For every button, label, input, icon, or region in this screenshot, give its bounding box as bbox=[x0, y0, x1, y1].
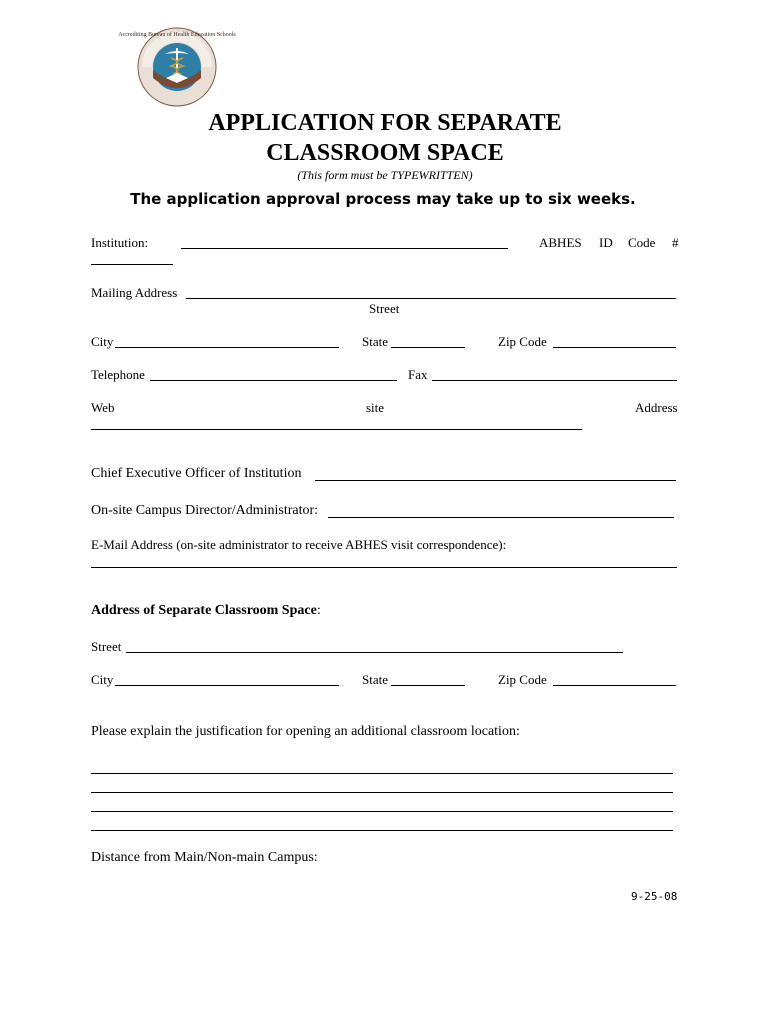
mailing-address-label: Mailing Address bbox=[91, 285, 178, 300]
justification-line[interactable] bbox=[91, 811, 673, 812]
state-field[interactable] bbox=[391, 347, 465, 348]
email-label: E-Mail Address (on-site administrator to receive ABHES visit correspondence): bbox=[91, 537, 507, 552]
city-field[interactable] bbox=[115, 347, 339, 348]
id-word: ID bbox=[599, 235, 613, 250]
fax-label: Fax bbox=[408, 367, 428, 382]
space-zip-field[interactable] bbox=[553, 685, 676, 686]
telephone-label: Telephone bbox=[91, 367, 145, 382]
footer-date: 9-25-08 bbox=[631, 890, 678, 903]
title-line2: CLASSROOM SPACE bbox=[266, 140, 504, 166]
code-word: Code bbox=[628, 235, 656, 250]
street-sublabel: Street bbox=[369, 301, 400, 316]
zip-field[interactable] bbox=[553, 347, 676, 348]
approval-notice: The application approval process may take up to six weeks. bbox=[130, 190, 636, 208]
justification-line[interactable] bbox=[91, 773, 673, 774]
separate-space-heading-wrap bbox=[91, 603, 321, 619]
space-street-field[interactable] bbox=[126, 652, 623, 653]
director-label: On-site Campus Director/Administrator: bbox=[91, 503, 319, 518]
justification-line[interactable] bbox=[91, 792, 673, 793]
separate-space-heading: Address of Separate Classroom Space bbox=[91, 603, 317, 618]
space-city-label: City bbox=[91, 672, 114, 687]
institution-field[interactable] bbox=[181, 248, 508, 249]
space-city-field[interactable] bbox=[115, 685, 339, 686]
mailing-address-field[interactable] bbox=[186, 298, 676, 299]
distance-label: Distance from Main/Non-main Campus: bbox=[91, 850, 318, 865]
logo-ring-text: Accrediting Bureau of Health Education Schools bbox=[118, 32, 236, 38]
abhes-logo bbox=[118, 26, 236, 108]
fax-field[interactable] bbox=[432, 380, 677, 381]
email-field[interactable] bbox=[91, 567, 677, 568]
ceo-field[interactable] bbox=[315, 480, 676, 481]
abhes-id-code-field[interactable] bbox=[91, 264, 173, 265]
zip-label: Zip Code bbox=[498, 334, 547, 349]
site-word: site bbox=[366, 400, 385, 415]
ceo-label: Chief Executive Officer of Institution bbox=[91, 466, 302, 481]
address-word: Address bbox=[635, 400, 678, 415]
hash-symbol: # bbox=[672, 235, 679, 250]
director-field[interactable] bbox=[328, 517, 674, 518]
abhes-word: ABHES bbox=[539, 235, 582, 250]
space-state-label: State bbox=[362, 672, 388, 687]
web-word: Web bbox=[91, 400, 115, 415]
justification-line[interactable] bbox=[91, 830, 673, 831]
space-zip-label: Zip Code bbox=[498, 672, 547, 687]
institution-label: Institution: bbox=[91, 235, 149, 250]
title-line1: APPLICATION FOR SEPARATE bbox=[208, 110, 562, 136]
heading-colon: : bbox=[316, 603, 321, 618]
state-label: State bbox=[362, 334, 388, 349]
city-label: City bbox=[91, 334, 114, 349]
subtitle: (This form must be TYPEWRITTEN) bbox=[297, 168, 473, 182]
telephone-field[interactable] bbox=[150, 380, 397, 381]
website-field[interactable] bbox=[91, 429, 582, 430]
space-state-field[interactable] bbox=[391, 685, 465, 686]
space-street-label: Street bbox=[91, 639, 122, 654]
justification-label: Please explain the justification for opening an additional classroom location: bbox=[91, 724, 520, 739]
